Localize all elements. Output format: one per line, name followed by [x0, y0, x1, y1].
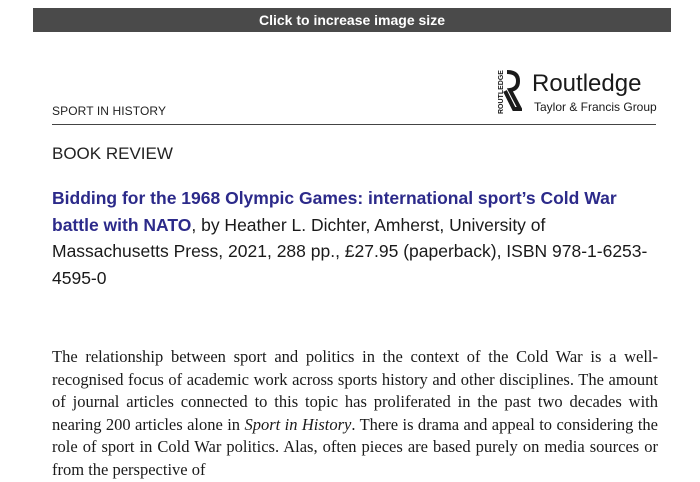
review-heading: [52, 185, 662, 291]
journal-name: SPORT IN HISTORY: [52, 104, 167, 118]
body-text-2: . There is drama and appeal to considering the role of sport in Cold War politics. Alas, often pieces are based purely on media sources or from the perspective of: [52, 414, 658, 479]
body-text-1: The relationship between sport and politics in the context of the Cold War is a well-recognised focus of academic work across sports history and other disciplines. The amount of journal articles connected to this topic has proliferated in the past two decades with nearing 200 articles alone in: [52, 347, 658, 434]
book-title: Bidding for the 1968 Olympic Games: international sport’s Cold War battle with NATO: [52, 188, 617, 235]
svg-text:ROUTLEDGE: ROUTLEDGE: [498, 70, 505, 114]
review-body: [52, 346, 658, 482]
logo-subtitle: Taylor & Francis Group: [534, 100, 657, 114]
body-journal-italic: Sport in History: [244, 414, 352, 434]
logo-brand: Routledge: [532, 70, 642, 97]
book-citation: , by Heather L. Dichter, Amherst, University of Massachusetts Press, 2021, 288 pp., £27.95 (paperback), ISBN 978-1-6253-4595-0: [52, 214, 648, 288]
routledge-logo: [496, 69, 656, 117]
header-divider: [52, 124, 656, 125]
section-label: BOOK REVIEW: [52, 144, 173, 163]
increase-image-size-button[interactable]: Click to increase image size: [33, 8, 671, 32]
routledge-logo-mark: [496, 69, 522, 115]
